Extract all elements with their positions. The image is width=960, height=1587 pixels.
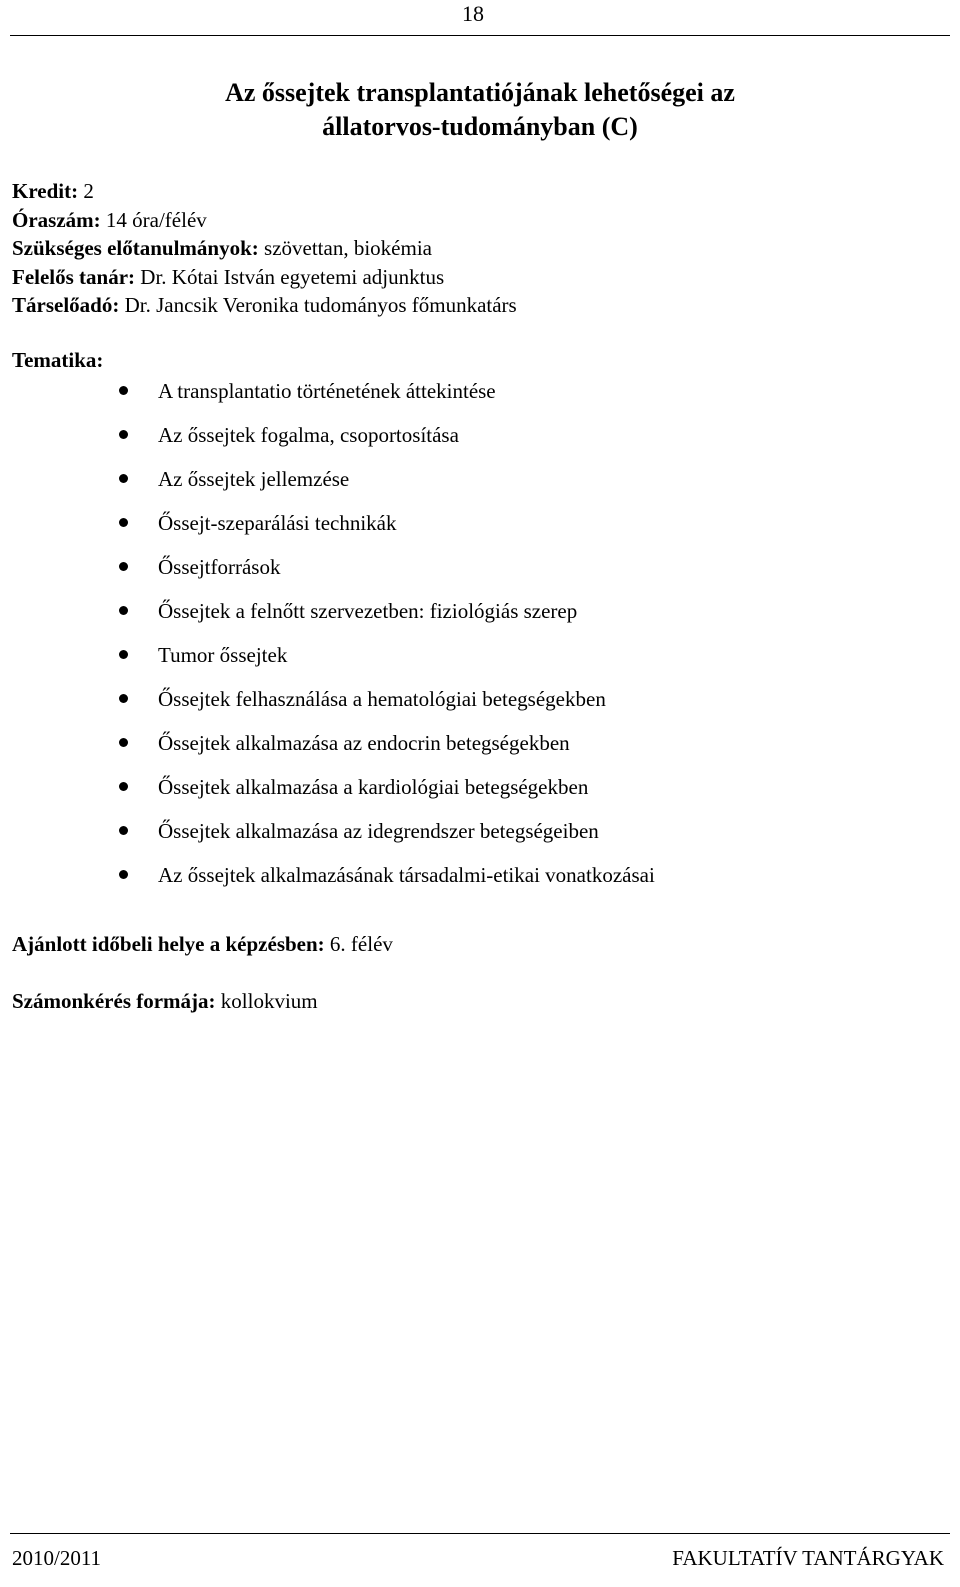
title-line-1: Az őssejtek transplantatiójának lehetőségei az	[225, 78, 735, 107]
bullet-icon	[119, 782, 128, 791]
recommended-value: 6. félév	[329, 932, 393, 956]
topic-text: Őssejtek a felnőtt szervezetben: fiziológiás szerep	[158, 599, 578, 623]
page-number: 18	[462, 1, 484, 26]
list-item	[0, 376, 655, 420]
bullet-icon	[119, 606, 128, 615]
hours-label: Óraszám:	[12, 207, 101, 232]
title-line-2: állatorvos-tudományban (C)	[322, 112, 638, 141]
co-lecturer-row	[12, 291, 517, 320]
prerequisites-label: Szükséges előtanulmányok:	[12, 236, 259, 260]
list-item	[0, 860, 655, 904]
bullet-icon	[119, 430, 128, 439]
lecturer-label: Felelős tanár:	[12, 264, 136, 289]
list-item	[0, 508, 655, 552]
course-meta	[12, 177, 517, 320]
hours-value: 14 óra/félév	[105, 207, 207, 232]
topic-text: Az őssejtek alkalmazásának társadalmi-etikai vonatkozásai	[158, 863, 655, 887]
topic-text: Az őssejtek jellemzése	[158, 467, 350, 491]
prerequisites-row	[12, 234, 517, 263]
footer-section: FAKULTATÍV TANTÁRGYAK	[672, 1546, 944, 1570]
list-item	[0, 816, 655, 860]
list-item	[0, 728, 655, 772]
bullet-icon	[119, 386, 128, 395]
bullet-icon	[119, 738, 128, 747]
bullet-icon	[119, 518, 128, 527]
exam-label: Számonkérés formája:	[12, 989, 216, 1013]
recommended-semester	[12, 930, 393, 958]
topic-text: A transplantatio történetének áttekintése	[158, 379, 496, 403]
credit-row	[12, 177, 517, 206]
topic-text: Tumor őssejtek	[158, 643, 288, 667]
bullet-icon	[119, 650, 128, 659]
footer-year: 2010/2011	[12, 1546, 102, 1570]
hours-row	[12, 206, 517, 235]
credit-label: Kredit:	[12, 179, 79, 203]
topic-text: Őssejtek felhasználása a hematológiai betegségekben	[158, 687, 606, 711]
bullet-icon	[119, 826, 128, 835]
list-item	[0, 684, 655, 728]
header-rule	[10, 35, 950, 36]
topic-text: Őssejt-szeparálási technikák	[158, 511, 397, 535]
list-item	[0, 420, 655, 464]
list-item	[0, 640, 655, 684]
list-item	[0, 552, 655, 596]
footer-rule	[10, 1533, 950, 1534]
bullet-icon	[119, 870, 128, 879]
topic-text: Az őssejtek fogalma, csoportosítása	[158, 423, 459, 447]
topic-text: Őssejtek alkalmazása az idegrendszer betegségeiben	[158, 819, 599, 843]
recommended-label: Ajánlott időbeli helye a képzésben:	[12, 932, 325, 956]
credit-value: 2	[83, 179, 94, 203]
list-item	[0, 772, 655, 816]
co-lecturer-label: Társelőadó:	[12, 293, 120, 317]
lecturer-row	[12, 263, 517, 292]
co-lecturer-value: Dr. Jancsik Veronika tudományos főmunkatárs	[124, 293, 517, 317]
topic-list	[0, 376, 655, 904]
prerequisites-value: szövettan, biokémia	[264, 236, 432, 260]
page-title	[0, 76, 960, 144]
topic-text: Őssejtek alkalmazása a kardiológiai betegségekben	[158, 775, 589, 799]
topic-text: Őssejtforrások	[158, 555, 281, 579]
list-item	[0, 596, 655, 640]
bullet-icon	[119, 694, 128, 703]
exam-value: kollokvium	[220, 989, 318, 1013]
list-item	[0, 464, 655, 508]
lecturer-value: Dr. Kótai István egyetemi adjunktus	[140, 264, 445, 289]
thematic-label: Tematika:	[12, 348, 104, 372]
exam-form	[12, 987, 318, 1015]
topic-text: Őssejtek alkalmazása az endocrin betegségekben	[158, 731, 570, 755]
bullet-icon	[119, 562, 128, 571]
bullet-icon	[119, 474, 128, 483]
